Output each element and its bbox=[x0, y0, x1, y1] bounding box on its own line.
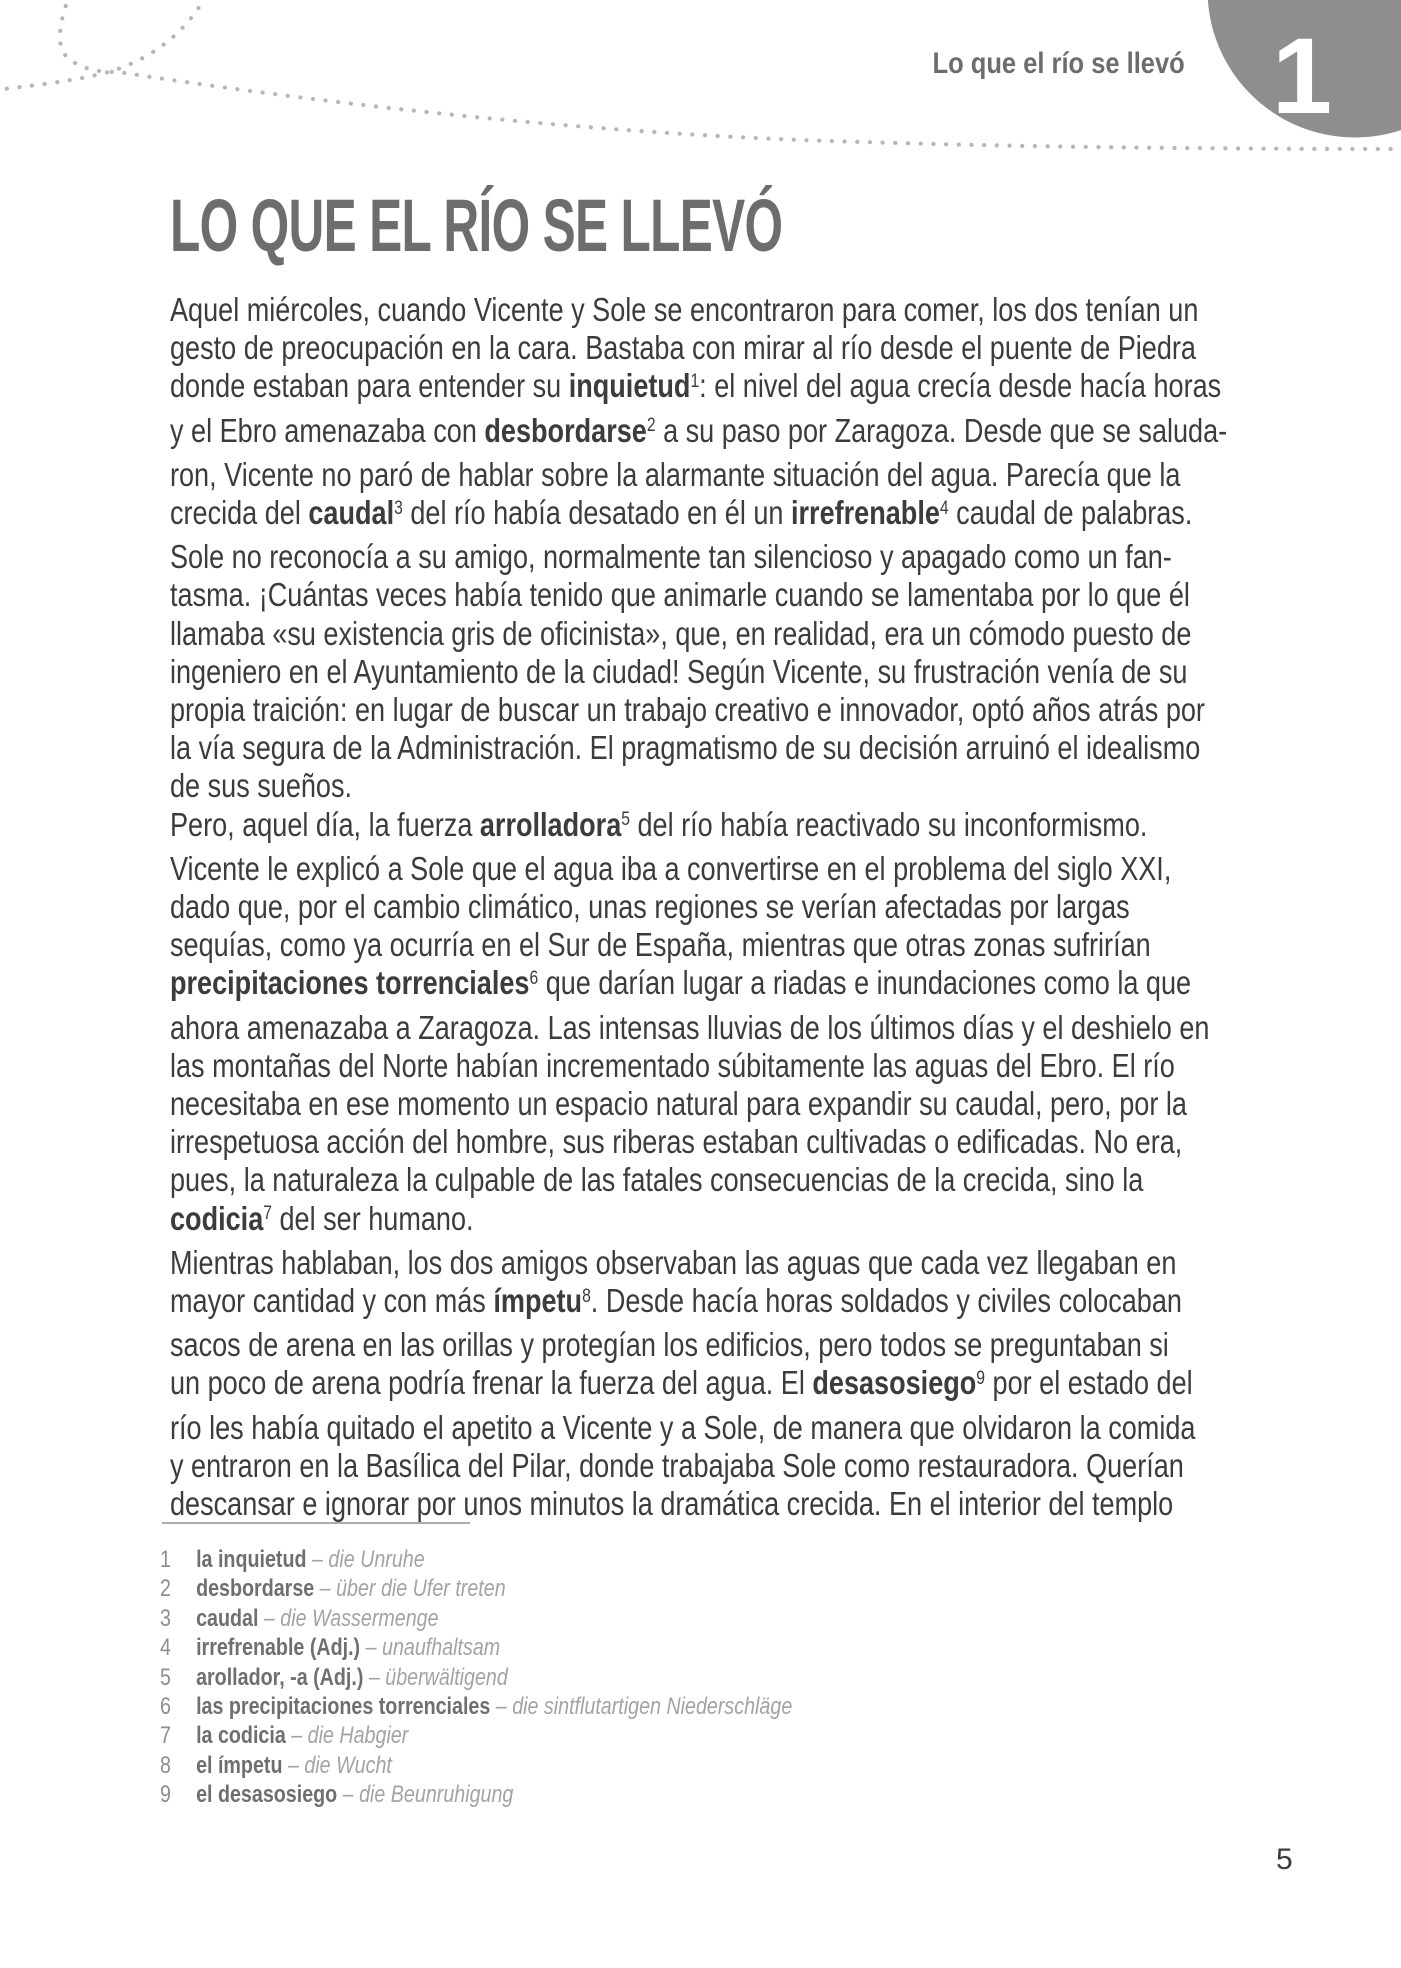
story-line: las montañas del Norte habían incrementado súbitamente las aguas del Ebro. El río bbox=[170, 1046, 1175, 1084]
vocab-term: precipitaciones torrenciales bbox=[170, 964, 530, 1002]
footnote-ref: 4 bbox=[939, 497, 949, 519]
story-line: Vicente le explicó a Sole que el agua iba a convertirse en el problema del siglo XXI, bbox=[170, 849, 1172, 887]
footnote-ref: 3 bbox=[394, 497, 403, 519]
footnote-term: las precipitaciones torrenciales bbox=[196, 1693, 491, 1721]
footnote-dash: – bbox=[490, 1693, 513, 1721]
story-line: la vía segura de la Administración. El pragmatismo de su decisión arruinó el idealismo bbox=[170, 729, 1201, 767]
page-number: 5 bbox=[1276, 1843, 1293, 1876]
footnote-number: 7 bbox=[160, 1722, 171, 1750]
footnote-dash: – bbox=[258, 1604, 281, 1632]
footnotes-list bbox=[160, 1545, 792, 1810]
footnote-number: 6 bbox=[160, 1693, 171, 1721]
footnote-term: la codicia bbox=[196, 1722, 286, 1750]
vocab-term: desasosiego bbox=[812, 1364, 977, 1402]
vocab-term: ímpetu bbox=[493, 1282, 583, 1320]
footnote-translation: die Habgier bbox=[307, 1722, 409, 1750]
footnote-number: 2 bbox=[160, 1575, 171, 1603]
story-line: Pero, aquel día, la fuerza arrolladora$^5$ del río había reactivado su inconformismo. bbox=[170, 805, 1148, 843]
footnote-translation: die Wassermenge bbox=[280, 1604, 439, 1632]
footnote-item bbox=[160, 1692, 792, 1721]
footnote-dash: – bbox=[285, 1722, 308, 1750]
footnote-translation: überwältigend bbox=[385, 1663, 508, 1691]
story-line: necesitaba en ese momento un espacio natural para expandir su caudal, pero, por la bbox=[170, 1085, 1187, 1123]
story-line: irrespetuosa acción del hombre, sus riberas estaban cultivadas o edificadas. No era, bbox=[170, 1123, 1183, 1161]
footnote-translation: die Wucht bbox=[304, 1751, 392, 1779]
footnote-term: arollador, -a (Adj.) bbox=[196, 1663, 364, 1691]
footnote-ref: 6 bbox=[529, 967, 539, 989]
footnote-number: 8 bbox=[160, 1751, 171, 1779]
chapter-number-badge: 1 bbox=[1272, 15, 1333, 136]
story-line: Mientras hablaban, los dos amigos observaban las aguas que cada vez llegaban en bbox=[170, 1243, 1177, 1281]
footnote-ref: 1 bbox=[690, 370, 700, 392]
footnote-dash: – bbox=[306, 1546, 329, 1573]
story-line: ingeniero en el Ayuntamiento de la ciudad! Según Vicente, su frustración venía de su bbox=[170, 652, 1188, 690]
page-title: LO QUE EL RÍO SE LLEVÓ bbox=[170, 184, 783, 267]
footnote-ref: 8 bbox=[582, 1285, 591, 1307]
footnote-translation: die sintflutartigen Niederschläge bbox=[512, 1693, 793, 1721]
story-line: de sus sueños. bbox=[170, 767, 353, 805]
story-line: Sole no reconocía a su amigo, normalmente tan silencioso y apagado como un fan- bbox=[170, 538, 1172, 576]
footnote-item bbox=[160, 1633, 792, 1662]
footnote-ref: 5 bbox=[621, 809, 630, 831]
footnote-translation: über die Ufer treten bbox=[336, 1575, 506, 1603]
footnote-ref: 7 bbox=[263, 1203, 272, 1225]
vocab-term: desbordarse bbox=[484, 411, 647, 449]
footnote-term: desbordarse bbox=[196, 1575, 315, 1603]
story-line: codicia$^7$ del ser humano. bbox=[170, 1199, 474, 1237]
vocab-term: arrolladora bbox=[479, 805, 622, 843]
story-line: llamaba «su existencia gris de oficinista», que, en realidad, era un cómodo puesto de bbox=[170, 614, 1192, 652]
footnote-number: 3 bbox=[160, 1604, 171, 1632]
dotted-sweep-curve bbox=[60, 0, 1401, 149]
footnote-dash: – bbox=[314, 1575, 337, 1603]
footnote-term: la inquietud bbox=[196, 1546, 307, 1573]
footnote-term: irrefrenable (Adj.) bbox=[196, 1634, 361, 1662]
story-line: y el Ebro amenazaba con desbordarse$^2$ a su paso por Zaragoza. Desde que se saluda- bbox=[170, 411, 1228, 449]
story-line: precipitaciones torrenciales$^6$ que darían lugar a riadas e inundaciones como la que bbox=[170, 964, 1192, 1002]
footnote-number: 5 bbox=[160, 1663, 171, 1691]
story-line: sequías, como ya ocurría en el Sur de España, mientras que otras zonas sufrirían bbox=[170, 926, 1151, 964]
story-line: gesto de preocupación en la cara. Bastaba con mirar al río desde el puente de Piedra bbox=[170, 329, 1196, 367]
story-line: dado que, por el cambio climático, unas regiones se verían afectadas por largas bbox=[170, 888, 1130, 926]
footnote-ref: 9 bbox=[976, 1367, 986, 1389]
story-line: pues, la naturaleza la culpable de las fatales consecuencias de la crecida, sino la bbox=[170, 1161, 1144, 1199]
footnote-item bbox=[160, 1751, 792, 1780]
footnote-translation: die Beunruhigung bbox=[359, 1781, 514, 1809]
footnote-dash: – bbox=[360, 1634, 383, 1662]
footnote-term: el ímpetu bbox=[196, 1751, 283, 1779]
story-line: propia traición: en lugar de buscar un trabajo creativo e innovador, optó años atrás por bbox=[170, 691, 1205, 729]
story-line: río les había quitado el apetito a Vicente y a Sole, de manera que olvidaron la comida bbox=[170, 1408, 1196, 1446]
footnote-number: 1 bbox=[160, 1546, 171, 1573]
footnote-term: el desasosiego bbox=[196, 1781, 338, 1809]
vocab-term: irrefrenable bbox=[791, 494, 940, 532]
footnote-translation: unaufhaltsam bbox=[382, 1634, 501, 1662]
footnote-item bbox=[160, 1721, 792, 1750]
footnote-item bbox=[160, 1604, 792, 1633]
footnote-number: 4 bbox=[160, 1634, 171, 1662]
header-decoration bbox=[0, 0, 1401, 175]
footnote-item bbox=[160, 1780, 792, 1809]
vocab-term: codicia bbox=[170, 1199, 264, 1237]
story-text bbox=[170, 291, 1227, 1523]
story-line: donde estaban para entender su inquietud$^1$: el nivel del agua crecía desde hacía horas bbox=[170, 367, 1222, 405]
story-line: crecida del caudal$^3$ del río había desatado en él un irrefrenable$^4$ caudal de palabras. bbox=[170, 494, 1193, 532]
footnote-translation: die Unruhe bbox=[328, 1546, 425, 1573]
footnote-item bbox=[160, 1663, 792, 1692]
vocab-term: caudal bbox=[308, 494, 395, 532]
chapter-header-label: Lo que el río se llevó bbox=[932, 47, 1185, 80]
story-line: y entraron en la Basílica del Pilar, donde trabajaba Sole como restauradora. Querían bbox=[170, 1446, 1184, 1484]
story-line: sacos de arena en las orillas y protegían los edificios, pero todos se preguntaban si bbox=[170, 1326, 1169, 1364]
footnote-dash: – bbox=[282, 1751, 305, 1779]
footnote-dash: – bbox=[337, 1781, 360, 1809]
story-line: Aquel miércoles, cuando Vicente y Sole se encontraron para comer, los dos tenían un bbox=[170, 291, 1199, 328]
footnote-item bbox=[160, 1574, 792, 1603]
footnote-term: caudal bbox=[196, 1604, 259, 1632]
story-line: un poco de arena podría frenar la fuerza del agua. El desasosiego$^9$ por el estado del bbox=[170, 1364, 1193, 1402]
dotted-loop-curve bbox=[0, 0, 207, 90]
story-line: ron, Vicente no paró de hablar sobre la alarmante situación del agua. Parecía que la bbox=[170, 455, 1181, 493]
footnote-dash: – bbox=[363, 1663, 386, 1691]
vocab-term: inquietud bbox=[568, 367, 691, 405]
footnote-ref: 2 bbox=[646, 415, 656, 437]
story-line: mayor cantidad y con más ímpetu$^8$. Desde hacía horas soldados y civiles colocaban bbox=[170, 1282, 1182, 1320]
story-line: tasma. ¡Cuántas veces había tenido que animarle cuando se lamentaba por lo que él bbox=[170, 576, 1190, 614]
footnote-number: 9 bbox=[160, 1781, 171, 1809]
story-line: descansar e ignorar por unos minutos la dramática crecida. En el interior del templo bbox=[170, 1485, 1174, 1523]
footnote-separator bbox=[162, 1522, 470, 1524]
story-line: ahora amenazaba a Zaragoza. Las intensas lluvias de los últimos días y el deshielo en bbox=[170, 1008, 1210, 1046]
footnote-item bbox=[160, 1545, 792, 1574]
